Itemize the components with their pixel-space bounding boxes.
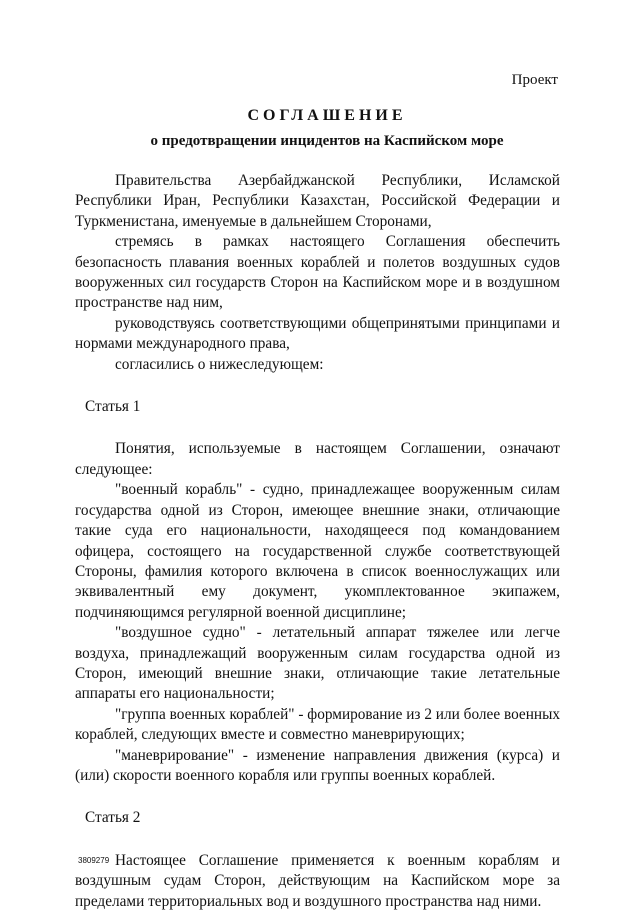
article-1-heading: Статья 1 <box>85 398 141 416</box>
article-1-paragraph: "военный корабль" - судно, принадлежащее вооруженным силам государства одной из Сторон, имеющее внешние знаки, отличающие такие суда его национальности, находящееся под командованием офицера, состоящего на государственной службе соответствующей Стороны, фамилия которого включена в список военнослужащих или эквивалентный ему документ, укомплектованное экипажем, подчиняющимся регулярной военной дисциплине; <box>75 481 560 621</box>
preamble-paragraph: руководствуясь соответствующими общепринятыми принципами и нормами международного права, <box>75 314 560 353</box>
preamble-paragraph: стремясь в рамках настоящего Соглашения обеспечить безопасность плавания военных кораблей и полетов воздушных судов вооруженных сил государств Сторон на Каспийском море и в воздушном пространстве над ним, <box>75 233 560 312</box>
article-1-paragraph: "маневрирование" - изменение направления движения (курса) и (или) скорости военного корабля или группы военных кораблей. <box>75 746 560 784</box>
article-2-paragraph: Настоящее Соглашение применяется к военным кораблям и воздушным судам Сторон, действующим на Каспийском море за пределами территориальных вод и воздушного пространства над ними. <box>75 851 560 910</box>
document-title: СОГЛАШЕНИЕ <box>247 107 407 124</box>
document-code: 3809279 <box>78 856 110 865</box>
preamble-paragraph: Правительства Азербайджанской Республики, Исламской Республики Иран, Республики Казахстан, Российской Федерации и Туркменистана, именуемые в дальнейшем Сторонами, <box>75 172 560 230</box>
document-subtitle: о предотвращении инцидентов на Каспийском море <box>150 133 504 149</box>
article-2-heading: Статья 2 <box>85 809 141 827</box>
article-1-paragraph: "группа военных кораблей" - формирование из 2 или более военных кораблей, следующих вместе и совместно маневрирующих; <box>75 705 560 744</box>
document-body <box>75 171 560 912</box>
article-1-paragraph: "воздушное судно" - летательный аппарат тяжелее или легче воздуха, принадлежащий вооруженным силам государства одной из Сторон, имеющий внешние знаки, отличающие такие летательные аппараты его национальности; <box>75 624 560 703</box>
preamble-paragraph: согласились о нижеследующем: <box>115 355 324 373</box>
article-1-paragraph: Понятия, используемые в настоящем Соглашении, означают следующее: <box>75 440 560 478</box>
draft-label: Проект <box>511 72 558 88</box>
